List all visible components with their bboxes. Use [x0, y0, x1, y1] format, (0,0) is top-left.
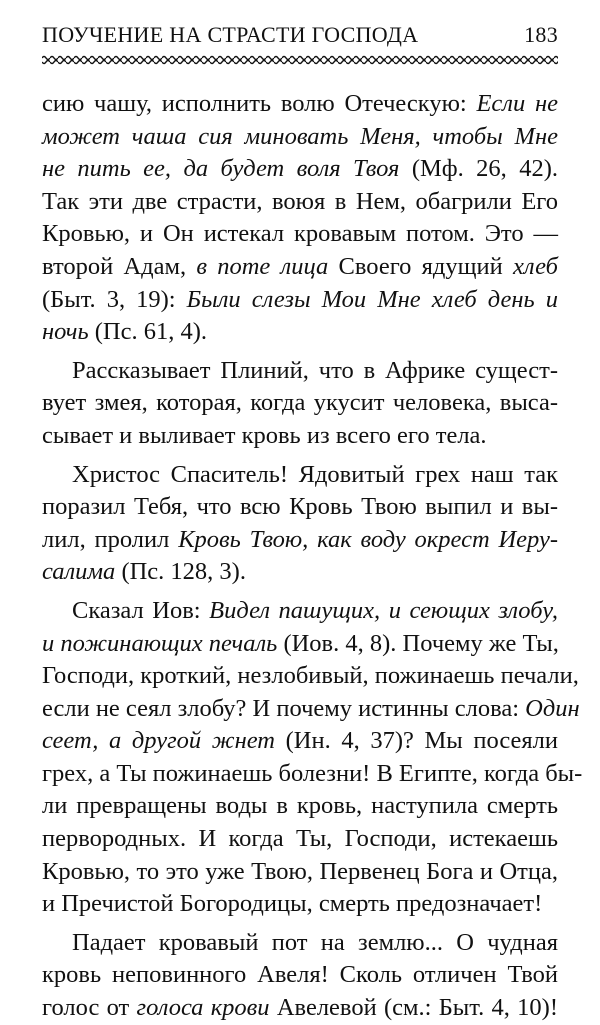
text-segment: поразил Тебя, что всю Кровь Твою выпил и вы- — [42, 493, 558, 521]
text-line — [42, 186, 558, 219]
text-segment: Сказал Иов: — [72, 596, 210, 624]
running-title: ПОУЧЕНИЕ НА СТРАСТИ ГОСПОДА — [42, 22, 419, 47]
text-segment: Рассказывает Плиний, что в Африке сущест- — [72, 356, 558, 384]
italic-quote: хлеб — [512, 252, 558, 280]
text-segment: лил, пролил — [42, 525, 179, 553]
text-line — [42, 888, 558, 921]
text-line — [42, 693, 580, 726]
text-line — [42, 459, 558, 492]
text-segment: грех, а Ты пожинаешь болезни! В Египте, когда бы- — [42, 759, 583, 787]
text-segment: Своего ядущий — [328, 252, 513, 280]
italic-quote: Один — [525, 694, 580, 722]
text-line — [42, 121, 558, 154]
text-line — [42, 524, 558, 557]
italic-quote: салима — [42, 558, 116, 586]
text-line — [42, 628, 558, 661]
text-line — [42, 725, 558, 758]
text-line — [42, 355, 558, 388]
text-line — [42, 823, 558, 856]
italic-quote: сеет, а другой жнет — [42, 727, 275, 755]
text-segment: (Быт. 3, 19): — [42, 285, 187, 313]
italic-quote: Кровь Твою, как воду окрест Иеру- — [178, 525, 558, 553]
text-line — [42, 856, 558, 889]
text-line — [42, 927, 558, 960]
text-segment: сывает и выливает кровь из всего его тела. — [42, 421, 487, 449]
text-line — [42, 595, 558, 628]
text-segment: Господи, кроткий, незлобивый, пожинаешь печали, — [42, 662, 579, 690]
italic-quote: ночь — [42, 318, 89, 346]
text-segment: (Ин. 4, 37)? Мы посеяли — [274, 727, 558, 755]
text-segment: Авелевой (см.: Быт. 4, 10)! — [269, 994, 558, 1022]
italic-quote: Если не — [476, 90, 558, 117]
decorative-rule — [42, 55, 558, 65]
text-segment: Так эти две страсти, воюя в Нем, обагрили Его — [42, 187, 558, 215]
text-segment: сию чашу, исполнить волю Отеческую: — [42, 90, 477, 117]
text-line — [42, 556, 558, 589]
text-segment: Христос Спаситель! Ядовитый грех наш так — [72, 460, 558, 488]
text-segment: ли превращены воды в кровь, наступила смерть — [42, 792, 558, 820]
italic-quote: может чаша сия миновать Меня, чтобы Мне — [42, 122, 558, 150]
text-line — [42, 153, 558, 186]
italic-quote: голоса крови — [136, 994, 270, 1022]
text-line — [42, 316, 558, 349]
text-segment: второй Адам, — [42, 252, 197, 280]
text-line — [42, 992, 558, 1025]
text-segment: вует змея, которая, когда укусит человека, выса- — [42, 389, 558, 417]
running-header — [42, 22, 558, 52]
text-segment: Падает кровавый пот на землю... О чудная — [72, 928, 558, 956]
page-number: 183 — [524, 22, 558, 47]
text-line — [42, 387, 558, 420]
text-line — [42, 790, 558, 823]
text-line — [42, 284, 558, 317]
text-segment: Кровью, и Он истекал кровавым потом. Это — — [42, 220, 558, 248]
italic-quote: не пить ее, да будет воля Твоя — [42, 155, 400, 183]
text-segment: (Пс. 128, 3). — [115, 558, 246, 586]
text-segment: и Пречистой Богородицы, смерть предозначает! — [42, 890, 543, 918]
text-line — [42, 491, 558, 524]
text-line — [42, 88, 558, 121]
text-line — [42, 959, 558, 992]
text-line — [42, 218, 558, 251]
text-line — [42, 758, 583, 791]
body-text — [42, 88, 583, 1025]
text-segment: (Мф. 26, 42). — [399, 155, 558, 183]
italic-quote: и пожинающих печаль — [42, 629, 278, 657]
text-line — [42, 420, 558, 453]
text-line — [42, 251, 558, 284]
text-segment: (Иов. 4, 8). Почему же Ты, — [277, 629, 559, 657]
text-segment: Кровью, то это уже Твою, Первенец Бога и Отца, — [42, 857, 558, 885]
italic-quote: Видел пашущих, и сеющих злобу, — [209, 596, 559, 624]
italic-quote: в поте лица — [196, 252, 329, 280]
text-segment: (Пс. 61, 4). — [88, 318, 207, 346]
italic-quote: Были слезы Мои Мне хлеб день и — [186, 285, 558, 313]
text-segment: голос от — [42, 994, 137, 1022]
text-segment: кровь неповинного Авеля! Сколь отличен Твой — [42, 961, 558, 989]
text-line — [42, 660, 579, 693]
text-segment: первородных. И когда Ты, Господи, истекаешь — [42, 825, 558, 853]
text-segment: если не сеял злобу? И почему истинны слова: — [42, 694, 526, 722]
